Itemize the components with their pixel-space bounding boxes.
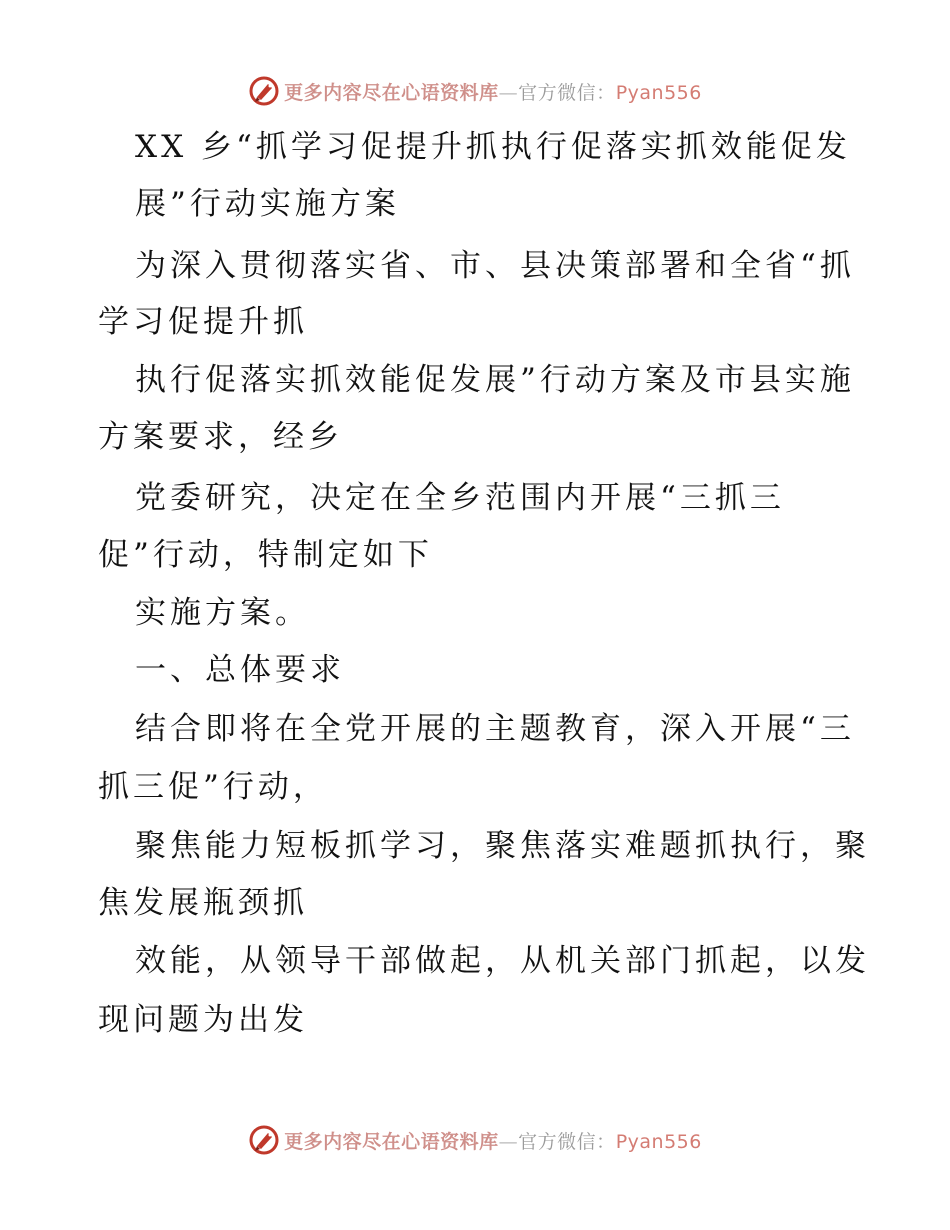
doc-paragraph-line: 学习促提升抓	[98, 304, 308, 340]
doc-title-line-2: 展”行动实施方案	[135, 186, 400, 222]
watermark-site-text: 更多内容尽在心语资料库	[284, 1130, 499, 1153]
doc-paragraph-line: 促”行动，特制定如下	[98, 537, 433, 573]
doc-paragraph-line: 焦发展瓶颈抓	[98, 885, 308, 921]
doc-paragraph-line: 聚焦能力短板抓学习，聚焦落实难题抓执行，聚	[135, 828, 870, 864]
watermark-wechat-label: 官方微信：	[518, 1130, 616, 1153]
watermark-dash: —	[498, 1130, 519, 1153]
doc-paragraph-line: 效能，从领导干部做起，从机关部门抓起，以发	[135, 943, 870, 979]
footer-watermark	[0, 1120, 950, 1160]
watermark-wechat-id: Pyan556	[615, 81, 702, 104]
watermark-site-text: 更多内容尽在心语资料库	[284, 81, 499, 104]
doc-paragraph-line: 党委研究，决定在全乡范围内开展“三抓三	[135, 480, 785, 516]
doc-paragraph-line: 执行促落实抓效能促发展”行动方案及市县实施	[135, 362, 855, 398]
doc-paragraph-line: 为深入贯彻落实省、市、县决策部署和全省“抓	[135, 248, 855, 284]
doc-paragraph-line: 结合即将在全党开展的主题教育，深入开展“三	[135, 711, 855, 747]
doc-paragraph-line: 实施方案。	[135, 595, 310, 631]
watermark-wechat-label: 官方微信：	[518, 81, 616, 104]
doc-paragraph-line: 现问题为出发	[98, 1002, 308, 1038]
header-watermark	[0, 71, 950, 111]
red-circle-pen-icon	[248, 1124, 280, 1156]
doc-paragraph-line: 抓三促”行动，	[98, 769, 328, 805]
doc-paragraph-line: 方案要求，经乡	[98, 419, 343, 455]
watermark-dash: —	[498, 81, 519, 104]
doc-title-line-1: XX 乡“抓学习促提升抓执行促落实抓效能促发	[135, 129, 851, 165]
red-circle-pen-icon	[248, 75, 280, 107]
doc-section-heading: 一、总体要求	[135, 652, 345, 688]
watermark-wechat-id: Pyan556	[615, 1130, 702, 1153]
